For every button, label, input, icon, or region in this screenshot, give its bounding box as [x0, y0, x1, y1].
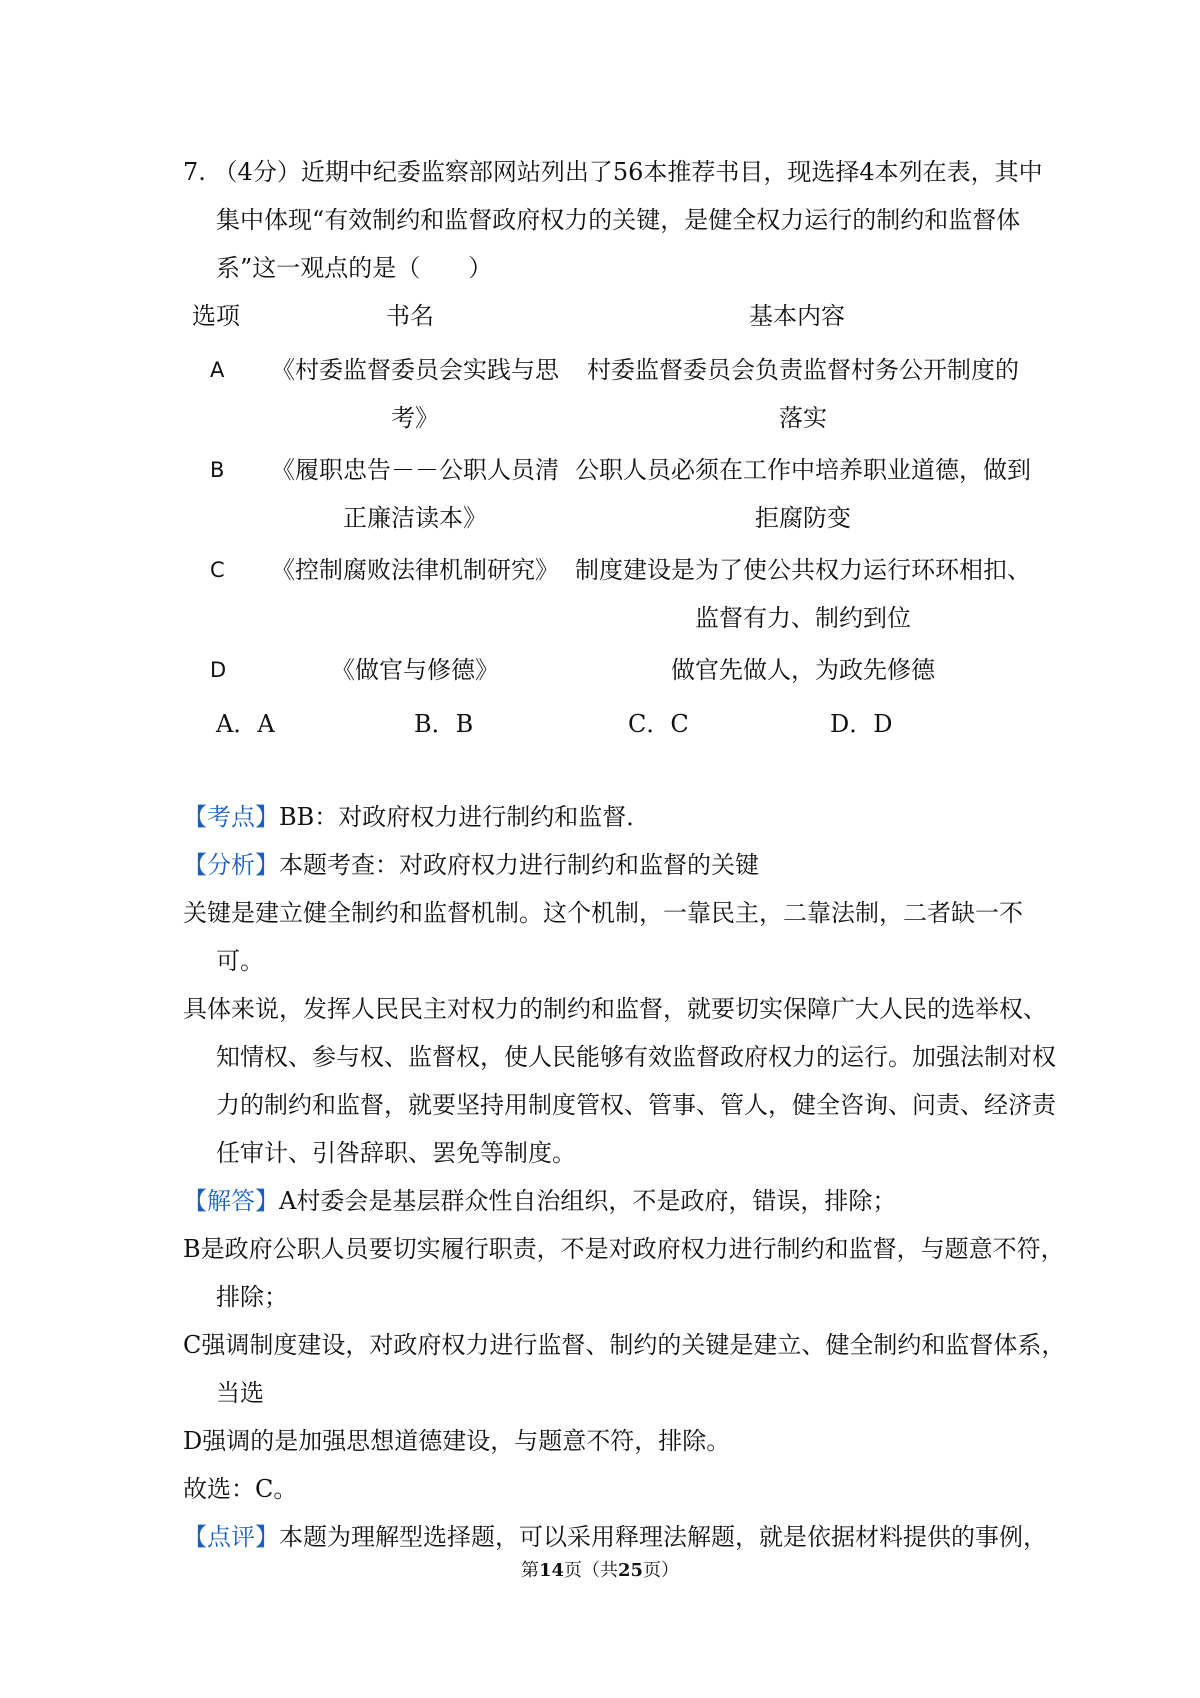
jieda-label: 【解答】 — [183, 1187, 279, 1215]
header-content: 基本内容 — [749, 302, 845, 330]
book-line: 《做官与修德》 — [331, 656, 499, 684]
row-book — [265, 646, 565, 694]
page-footer — [0, 1556, 1200, 1582]
footer-page-number: 14 — [538, 1560, 564, 1581]
dianping — [183, 1513, 1047, 1561]
header-option: 选项 — [192, 302, 240, 330]
footer-middle: 页（共 — [564, 1560, 618, 1581]
dianping-text: 本题为理解型选择题，可以采用释理法解题，就是依据材料提供的事例， — [279, 1523, 1047, 1551]
book-line: 正廉洁读本》 — [343, 504, 487, 532]
content-line: 监督有力、制约到位 — [695, 604, 911, 632]
fenxi-label: 【分析】 — [183, 851, 279, 879]
fenxi-text: 本题考查：对政府权力进行制约和监督的关键 — [279, 851, 759, 879]
header-book: 书名 — [386, 302, 434, 330]
content-line: 落实 — [779, 404, 827, 432]
row-option: C — [210, 558, 225, 582]
book-line: 《履职忠告－－公职人员清 — [271, 456, 559, 484]
fenxi-paragraph: 关键是建立健全制约和监督机制。这个机制，一靠民主，二靠法制，二者缺一不可。 — [183, 899, 1023, 975]
jieda-d: D强调的是加强思想道德建设，与题意不符，排除。 — [183, 1427, 731, 1455]
choice-d: D．D — [830, 710, 893, 738]
jieda-text: A村委会是基层群众性自治组织，不是政府，错误，排除； — [279, 1187, 897, 1215]
question-number: 7. — [183, 158, 206, 186]
row-book — [265, 446, 565, 542]
fenxi-paragraph: 具体来说，发挥人民民主对权力的制约和监督，就要切实保障广大人民的选举权、知情权、参与权、监督权，使人民能够有效监督政府权力的运行。加强法制对权力的制约和监督，就要坚持用制度管权、管事、管人，健全咨询、问责、经济责任审计、引咎辞职、罢免等制度。 — [183, 995, 1056, 1167]
row-option: A — [210, 358, 225, 382]
content-line: 公职人员必须在工作中培养职业道德，做到 — [575, 456, 1031, 484]
question-7 — [183, 148, 1066, 292]
content-line: 做官先做人，为政先修德 — [671, 656, 935, 684]
jieda — [183, 1177, 1033, 1225]
row-content — [568, 546, 1038, 642]
row-content — [568, 446, 1038, 542]
row-option: D — [210, 658, 227, 682]
book-line: 考》 — [391, 404, 439, 432]
book-line: 《村委监督委员会实践与思 — [271, 356, 559, 384]
choice-a: A．A — [216, 710, 275, 738]
jieda-b: B是政府公职人员要切实履行职责，不是对政府权力进行制约和监督，与题意不符，排除； — [183, 1235, 1065, 1311]
row-book — [265, 346, 565, 442]
content-line: 拒腐防变 — [755, 504, 851, 532]
choice-c: C．C — [628, 710, 689, 738]
kaodian — [183, 793, 1033, 841]
footer-total-pages: 25 — [618, 1560, 644, 1581]
fenxi — [183, 841, 1033, 889]
jieda-c: C强调制度建设，对政府权力进行监督、制约的关键是建立、健全制约和监督体系，当选 — [183, 1331, 1066, 1407]
row-content — [568, 346, 1038, 442]
guxuan: 故选：C。 — [183, 1475, 298, 1503]
book-line: 《控制腐败法律机制研究》 — [271, 556, 559, 584]
row-book — [265, 546, 565, 594]
kaodian-label: 【考点】 — [183, 803, 279, 831]
footer-prefix: 第 — [520, 1560, 539, 1581]
content-line: 制度建设是为了使公共权力运行环环相扣、 — [575, 556, 1031, 584]
row-option: B — [210, 458, 225, 482]
footer-suffix: 页） — [643, 1560, 680, 1581]
choice-b: B．B — [414, 710, 474, 738]
question-text: （4分）近期中纪委监察部网站列出了56本推荐书目，现选择4本列在表，其中集中体现“有效制约和监督政府权力的关键，是健全权力运行的制约和监督体系”这一观点的是（ ） — [213, 158, 1043, 282]
row-content — [568, 646, 1038, 694]
dianping-label: 【点评】 — [183, 1523, 279, 1551]
kaodian-text: BB：对政府权力进行制约和监督． — [279, 803, 651, 831]
content-line: 村委监督委员会负责监督村务公开制度的 — [587, 356, 1019, 384]
